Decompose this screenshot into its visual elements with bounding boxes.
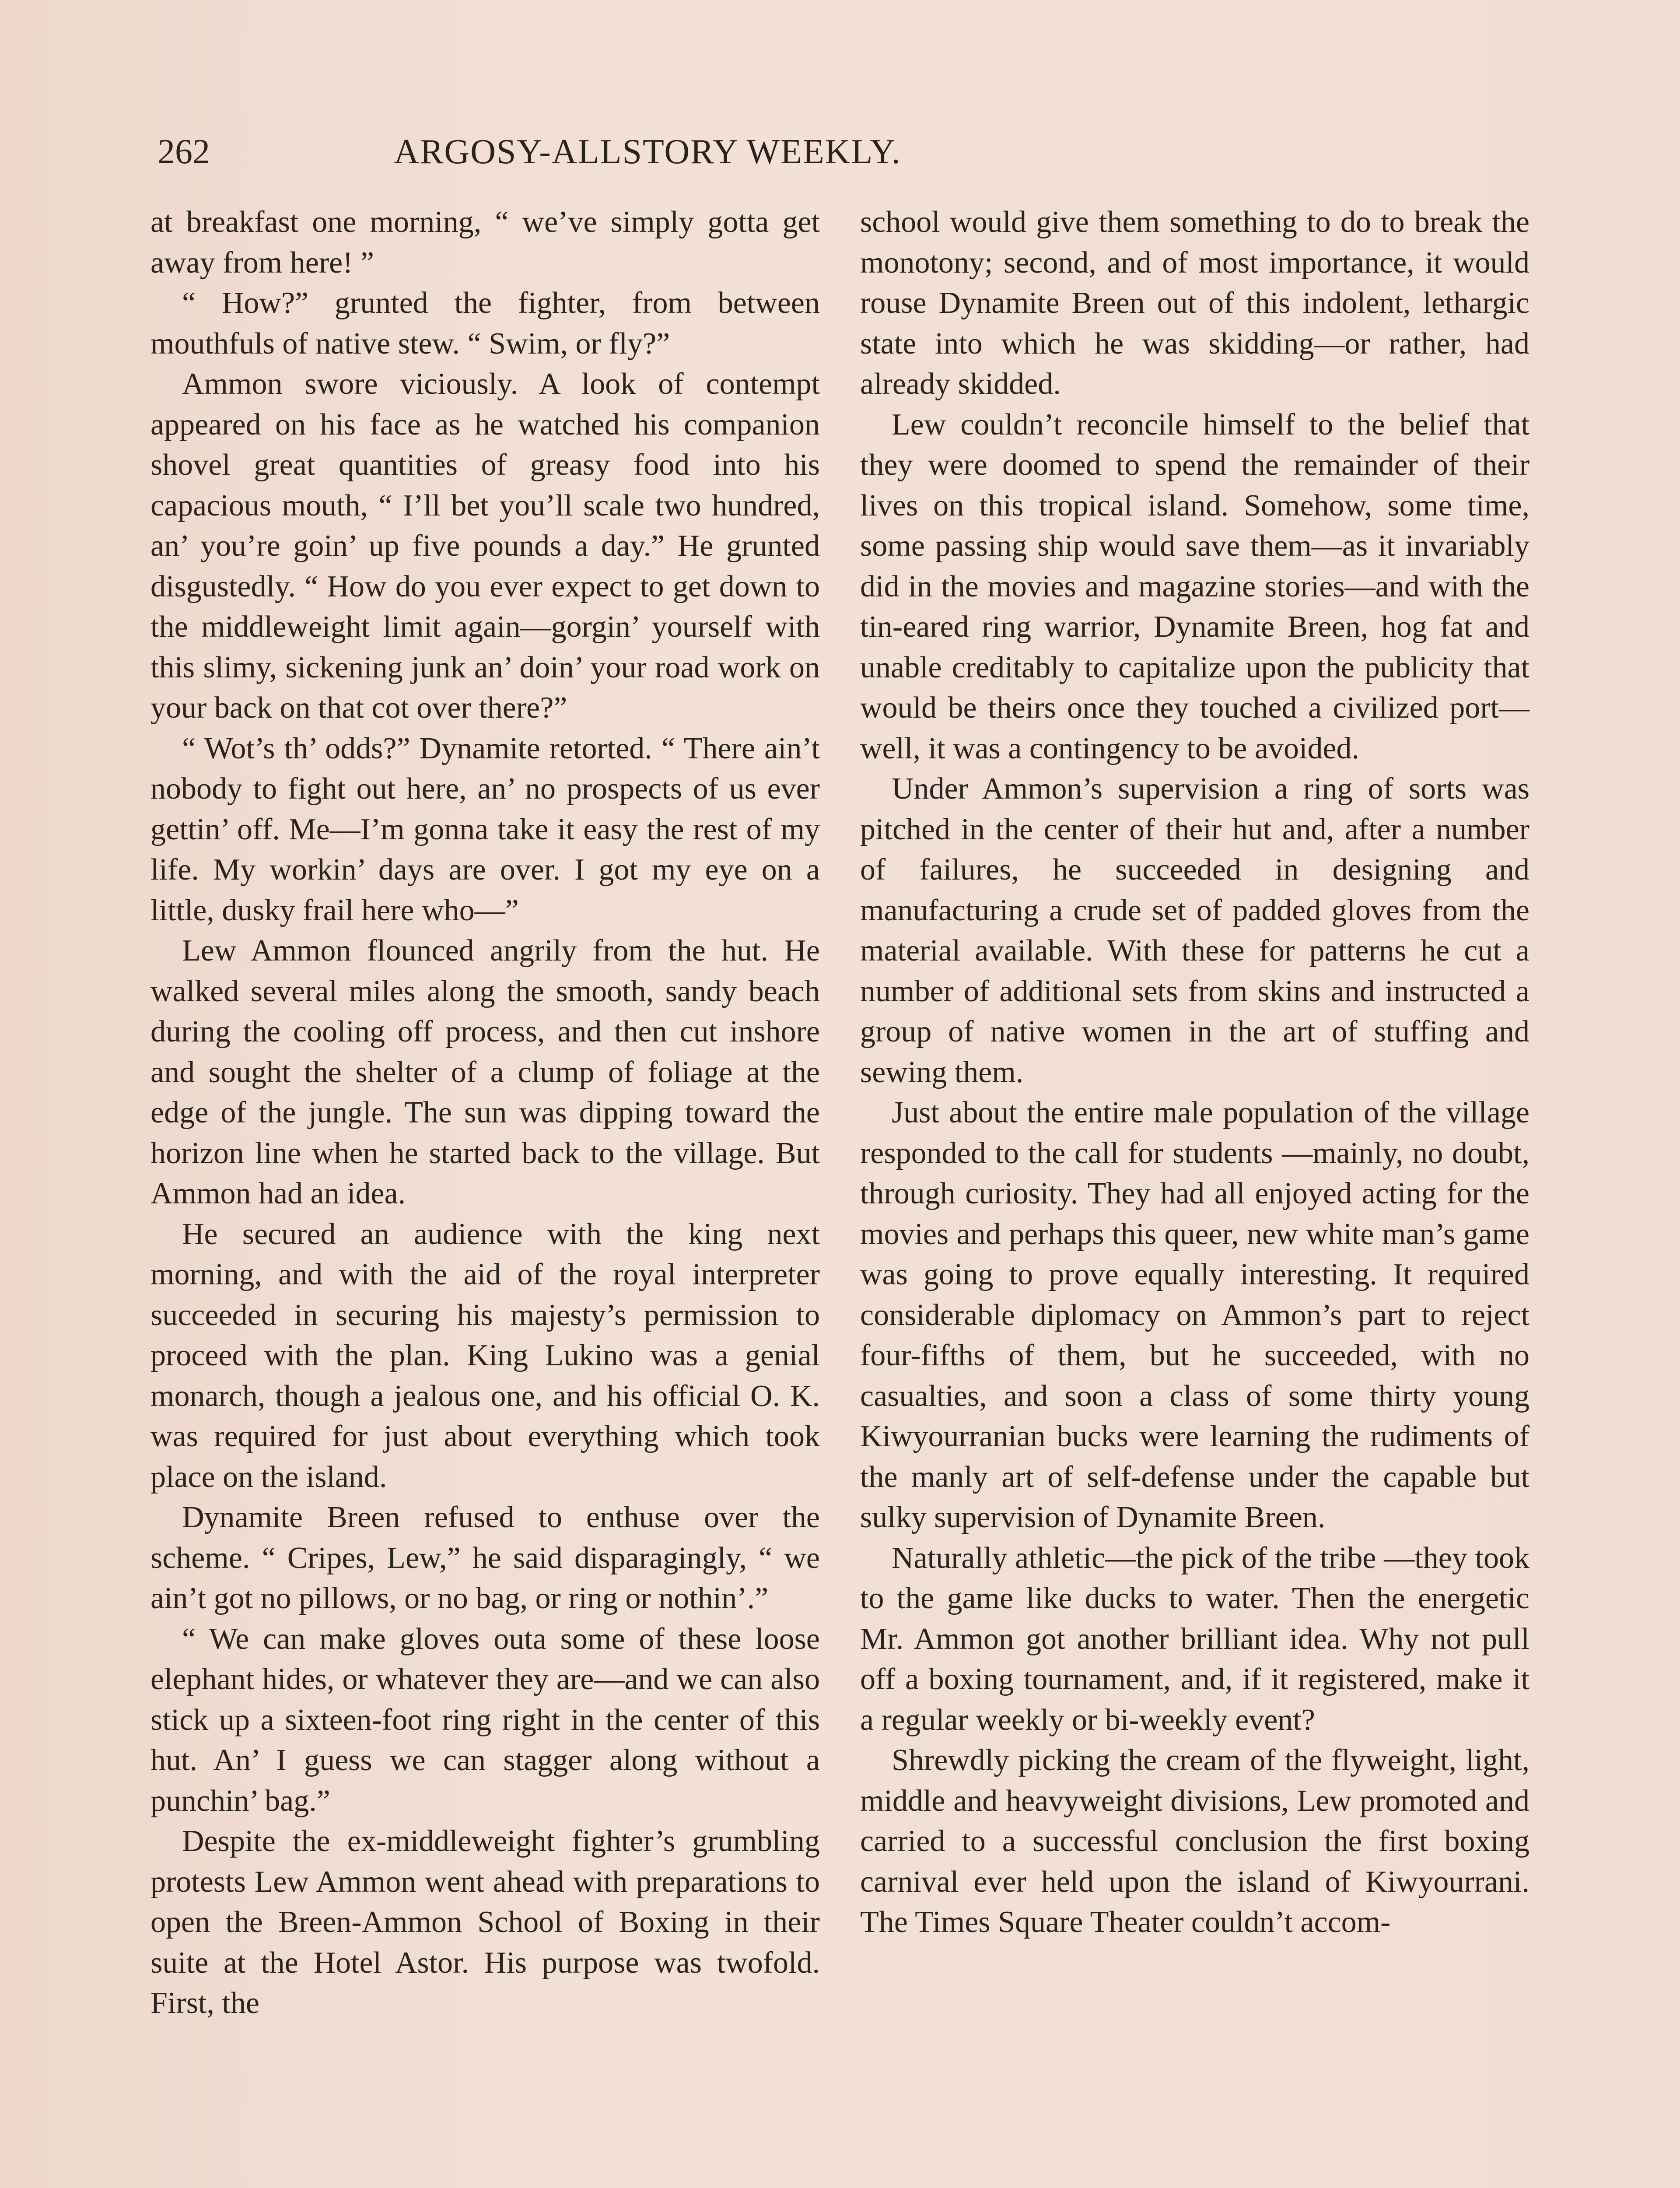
paragraph: Lew couldn’t reconcile himself to the belief that they were doomed to spend the remainder of their lives on this tropical island. Somehow, some time, some passing ship would save them—as it invariably did in the movies and magazine stories—and with the tin-eared ring warrior, Dynamite Breen, hog fat and unable creditably to capitalize upon the publicity that would be theirs once they touched a civilized port—well, it was a contingency to be avoided.	[860, 407, 1530, 765]
left-column	[150, 202, 820, 2024]
page-header	[158, 128, 1138, 176]
paragraph: Just about the entire male population of the village responded to the call for students —mainly, no doubt, through curiosity. They had all enjoyed acting for the movies and perhaps this queer, new white man’s game was going to prove equally interesting. It required considerable diplomacy on Ammon’s part to reject four-fifths of them, but he succeeded, with no casualties, and soon a class of some thirty young Kiwyourranian bucks were learning the rudiments of the manly art of self-defense under the capable but sulky supervision of Dynamite Breen.	[860, 1096, 1530, 1534]
page-number: 262	[158, 133, 210, 171]
paragraph: Ammon swore viciously. A look of contempt appeared on his face as he watched his companion shovel great quantities of greasy food into his capacious mouth, “ I’ll bet you’ll scale two hundred, an’ you’re goin’ up five pounds a day.” He grunted disgustedly. “ How do you ever expect to get down to the middleweight limit again—gorgin’ yourself with this slimy, sickening junk an’ doin’ your road work on your back on that cot over there?”	[150, 367, 820, 725]
running-title: ARGOSY-ALLSTORY WEEKLY.	[394, 133, 901, 171]
paragraph: school would give them something to do to break the monotony; second, and of most importance, it would rouse Dynamite Breen out of this indolent, lethargic state into which he was skidding—or rather, had already skidded.	[860, 205, 1530, 401]
paragraph: Lew Ammon flounced angrily from the hut. He walked several miles along the smooth, sandy beach during the cooling off process, and then cut inshore and sought the shelter of a clump of foliage at the edge of the jungle. The sun was dipping toward the horizon line when he started back to the village. But Ammon had an idea.	[150, 934, 820, 1210]
paragraph: Shrewdly picking the cream of the flyweight, light, middle and heavyweight divisions, Lew promoted and carried to a successful conclusion the first boxing carnival ever held upon the island of Kiwyourrani. The Times Square Theater couldn’t accom-	[860, 1743, 1530, 1939]
paragraph: “ How?” grunted the fighter, from between mouthfuls of native stew. “ Swim, or fly?”	[150, 286, 820, 361]
paragraph: at breakfast one morning, “ we’ve simply gotta get away from here! ”	[150, 205, 820, 280]
paragraph: Naturally athletic—the pick of the tribe —they took to the game like ducks to water. Then the energetic Mr. Ammon got another brilliant idea. Why not pull off a boxing tournament, and, if it registered, make it a regular weekly or bi-weekly event?	[860, 1541, 1530, 1737]
paragraph: Despite the ex-middleweight fighter’s grumbling protests Lew Ammon went ahead with preparations to open the Breen-Ammon School of Boxing in their suite at the Hotel Astor. His purpose was twofold. First, the	[150, 1824, 820, 2020]
paragraph: Dynamite Breen refused to enthuse over the scheme. “ Cripes, Lew,” he said disparagingly, “ we ain’t got no pillows, or no bag, or ring or nothin’.”	[150, 1501, 820, 1615]
paragraph: He secured an audience with the king next morning, and with the aid of the royal interpreter succeeded in securing his majesty’s permission to proceed with the plan. King Lukino was a genial monarch, though a jealous one, and his official O. K. was required for just about everything which took place on the island.	[150, 1217, 820, 1494]
paragraph: Under Ammon’s supervision a ring of sorts was pitched in the center of their hut and, after a number of failures, he succeeded in designing and manufacturing a crude set of padded gloves from the material available. With these for patterns he cut a number of additional sets from skins and instructed a group of native women in the art of stuffing and sewing them.	[860, 772, 1530, 1089]
paragraph: “ We can make gloves outa some of these loose elephant hides, or whatever they are—and we can also stick up a sixteen-foot ring right in the center of this hut. An’ I guess we can stagger along without a punchin’ bag.”	[150, 1622, 820, 1818]
right-column	[860, 202, 1530, 1943]
paragraph: “ Wot’s th’ odds?” Dynamite retorted. “ There ain’t nobody to fight out here, an’ no prospects of us ever gettin’ off. Me—I’m gonna take it easy the rest of my life. My workin’ days are over. I got my eye on a little, dusky frail here who—”	[150, 731, 820, 927]
